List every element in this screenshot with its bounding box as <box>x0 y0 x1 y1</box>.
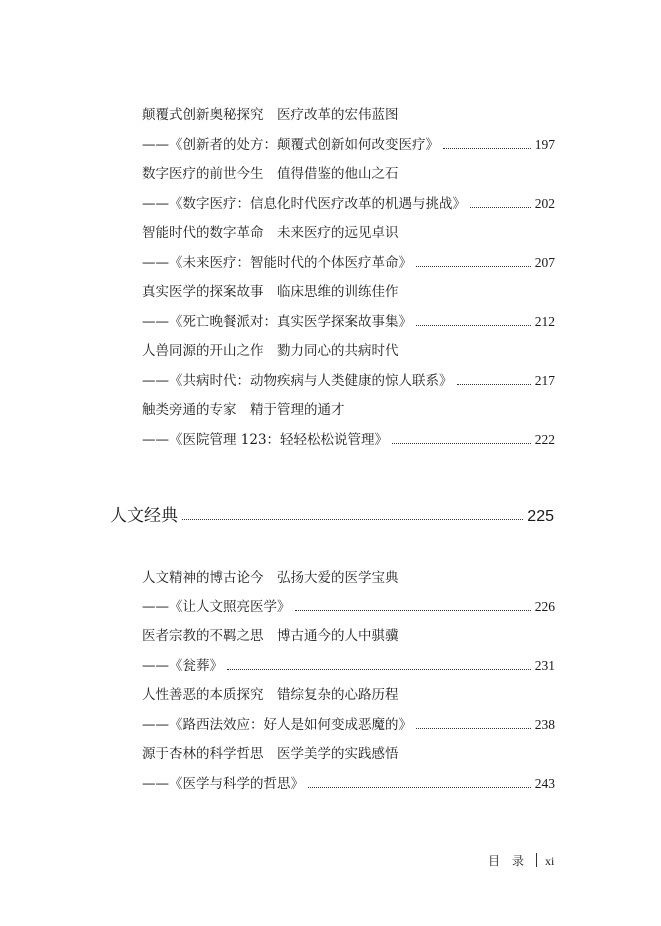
section-page-number: 225 <box>527 508 554 525</box>
toc-entry-link[interactable] <box>142 774 555 794</box>
footer-divider <box>536 853 537 867</box>
entry-book-title: 《医院管理 123：轻轻松松说管理》 <box>169 432 389 448</box>
toc-entry-link[interactable] <box>142 135 555 155</box>
entry-title: 源于杏林的科学哲思 医学美学的实践感悟 <box>142 746 399 762</box>
entry-dash: —— <box>142 255 169 271</box>
entry-book-title: 《未来医疗：智能时代的个体医疗革命》 <box>169 255 412 271</box>
dot-leader <box>443 148 531 149</box>
entry-page-number: 226 <box>534 599 555 614</box>
entry-title: 智能时代的数字革命 未来医疗的远见卓识 <box>142 225 399 241</box>
entry-book-title: 《让人文照亮医学》 <box>169 599 291 615</box>
entry-page-number: 207 <box>534 255 555 270</box>
entry-dash: —— <box>142 658 169 674</box>
toc-entry-link[interactable] <box>142 656 555 676</box>
dot-leader <box>308 787 531 788</box>
dot-leader <box>416 325 531 326</box>
entry-book-title: 《瓮葬》 <box>169 658 223 674</box>
footer-page-number: xi <box>545 854 555 868</box>
entry-page-number: 202 <box>534 196 555 211</box>
entry-book-title: 《共病时代：动物疾病与人类健康的惊人联系》 <box>169 373 453 389</box>
entry-dash: —— <box>142 776 169 792</box>
dot-leader <box>470 207 531 208</box>
toc-entry-link[interactable] <box>142 312 555 332</box>
entry-title: 医者宗教的不羁之思 博古通今的人中骐骥 <box>142 628 399 644</box>
entry-page-number: 243 <box>534 776 555 791</box>
entry-title: 人性善恶的本质探究 错综复杂的心路历程 <box>142 687 399 703</box>
entry-book-title: 《路西法效应：好人是如何变成恶魔的》 <box>169 717 412 733</box>
toc-entry-link[interactable] <box>142 371 555 391</box>
entry-book-title: 《数字医疗：信息化时代医疗改革的机遇与挑战》 <box>169 196 466 212</box>
entry-book-title: 《创新者的处方：颠覆式创新如何改变医疗》 <box>169 137 439 153</box>
entry-dash: —— <box>142 717 169 733</box>
entry-title: 人兽同源的开山之作 勠力同心的共病时代 <box>142 343 399 359</box>
entry-title: 触类旁通的专家 精于管理的通才 <box>142 402 345 418</box>
toc-entry-link[interactable] <box>142 253 555 273</box>
entry-dash: —— <box>142 196 169 212</box>
entry-dash: —— <box>142 599 169 615</box>
entry-title: 颠覆式创新奥秘探究 医疗改革的宏伟蓝图 <box>142 107 399 123</box>
toc-entry-link[interactable] <box>142 597 555 617</box>
entry-page-number: 222 <box>534 432 555 447</box>
entry-title: 人文精神的博古论今 弘扬大爱的医学宝典 <box>142 570 399 586</box>
toc-entry-link[interactable] <box>142 715 555 735</box>
entry-dash: —— <box>142 137 169 153</box>
toc-section-link[interactable] <box>110 504 554 529</box>
entry-book-title: 《死亡晚餐派对：真实医学探案故事集》 <box>169 314 412 330</box>
entry-page-number: 238 <box>534 717 555 732</box>
entry-dash: —— <box>142 432 169 448</box>
entry-book-title: 《医学与科学的哲思》 <box>169 776 304 792</box>
entry-page-number: 231 <box>534 658 555 673</box>
entry-page-number: 197 <box>534 137 555 152</box>
entry-page-number: 212 <box>534 314 555 329</box>
entry-dash: —— <box>142 373 169 389</box>
dot-leader <box>416 266 531 267</box>
entry-title: 数字医疗的前世今生 值得借鉴的他山之石 <box>142 166 399 182</box>
entry-title: 真实医学的探案故事 临床思维的训练佳作 <box>142 284 399 300</box>
dot-leader <box>295 610 531 611</box>
toc-entry-link[interactable] <box>142 430 555 450</box>
toc-entry-link[interactable] <box>142 194 555 214</box>
dot-leader <box>416 728 531 729</box>
footer-label: 目录 <box>488 854 537 868</box>
entry-page-number: 217 <box>534 373 555 388</box>
section-title: 人文经典 <box>110 506 178 526</box>
dot-leader <box>457 384 531 385</box>
dot-leader <box>392 443 531 444</box>
dot-leader <box>182 519 523 520</box>
page-footer <box>488 853 598 869</box>
dot-leader <box>227 669 531 670</box>
entry-dash: —— <box>142 314 169 330</box>
